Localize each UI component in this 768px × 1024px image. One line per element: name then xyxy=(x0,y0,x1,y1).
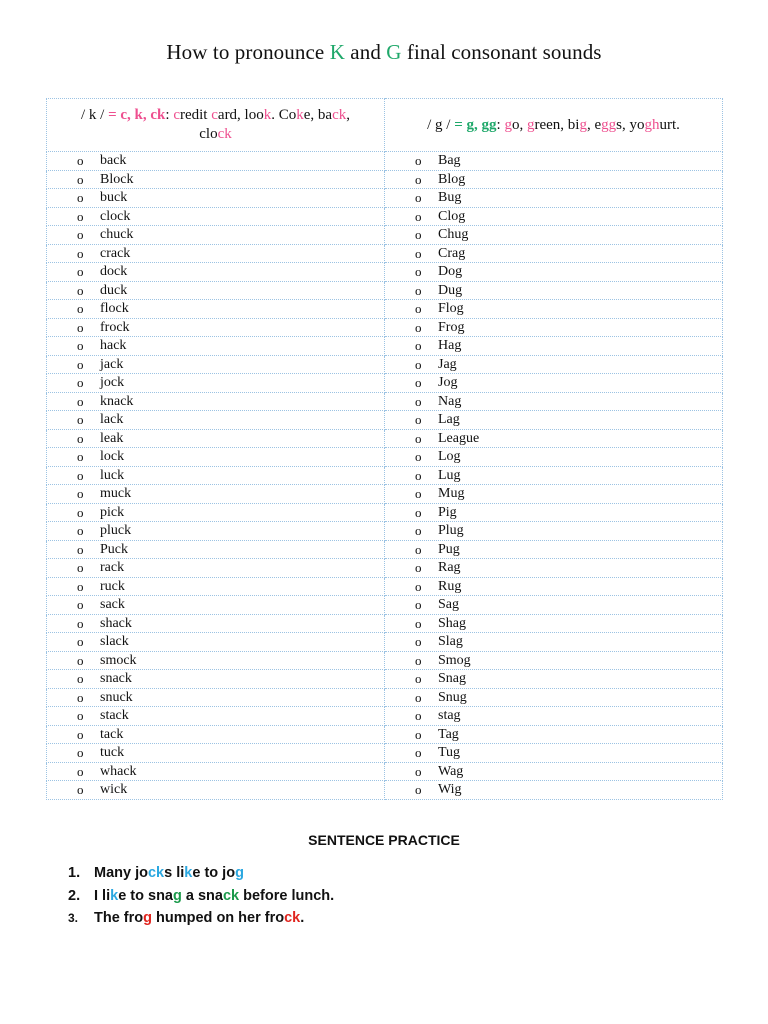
k-word: snuck xyxy=(100,689,133,705)
sentence-item: 2. I like to snag a snack before lunch. xyxy=(68,887,335,904)
bullet-marker: o xyxy=(415,412,422,427)
g-word-cell xyxy=(385,448,723,467)
bullet-marker: o xyxy=(415,689,422,705)
bullet-marker: o xyxy=(415,671,422,686)
k-word-cell xyxy=(47,596,385,615)
bullet-marker: o xyxy=(77,541,84,557)
k-word-cell xyxy=(47,633,385,652)
word-rows xyxy=(47,152,723,800)
bullet-marker: o xyxy=(77,171,84,187)
k-word: smock xyxy=(100,652,137,668)
bullet-marker: o xyxy=(77,504,84,520)
g-word-cell xyxy=(385,318,723,337)
g-word-cell xyxy=(385,670,723,689)
bullet-marker: o xyxy=(415,319,422,335)
g-word-cell xyxy=(385,614,723,633)
bullet-marker: o xyxy=(415,449,422,464)
bullet-marker: o xyxy=(415,171,422,187)
table-row xyxy=(47,374,723,393)
k-word-cell xyxy=(47,374,385,393)
bullet-marker: o xyxy=(415,782,422,797)
bullet-marker: o xyxy=(415,560,422,575)
bullet-marker: o xyxy=(415,504,422,520)
bullet-marker: o xyxy=(415,597,422,612)
bullet-marker: o xyxy=(77,671,84,686)
g-word: Rag xyxy=(438,560,461,575)
table-row xyxy=(47,633,723,652)
bullet-marker: o xyxy=(415,708,422,723)
bullet-marker: o xyxy=(415,208,422,224)
k-word: Puck xyxy=(100,541,128,557)
bullet-marker: o xyxy=(77,190,84,205)
g-word: Bug xyxy=(438,190,462,205)
k-word-cell xyxy=(47,189,385,208)
g-word: Hag xyxy=(438,338,462,353)
k-word-cell xyxy=(47,411,385,430)
sentence-item: 1. Many jocks like to jog xyxy=(68,865,244,881)
sentence-item: 3. The frog humped on her frock. xyxy=(68,910,305,926)
k-word-cell xyxy=(47,522,385,541)
g-word-cell xyxy=(385,392,723,411)
table-row xyxy=(47,540,723,559)
g-word: Wag xyxy=(438,763,464,779)
k-word: chuck xyxy=(100,227,134,242)
bullet-marker: o xyxy=(415,227,422,242)
g-word-cell xyxy=(385,596,723,615)
bullet-marker: o xyxy=(77,356,84,372)
bullet-marker: o xyxy=(77,597,84,612)
g-word: Blog xyxy=(438,171,466,187)
bullet-marker: o xyxy=(415,634,422,649)
k-word: frock xyxy=(100,319,130,335)
bullet-marker: o xyxy=(415,338,422,353)
g-word: Smog xyxy=(438,652,471,668)
bullet-marker: o xyxy=(77,430,84,446)
bullet-marker: o xyxy=(415,615,422,631)
g-word-cell xyxy=(385,263,723,282)
g-word: Tag xyxy=(438,726,459,742)
table-row xyxy=(47,596,723,615)
table-row xyxy=(47,762,723,781)
k-word-cell xyxy=(47,466,385,485)
g-word: Jag xyxy=(438,356,457,372)
table-row xyxy=(47,244,723,263)
k-word: snack xyxy=(100,671,132,686)
g-word-cell xyxy=(385,762,723,781)
bullet-marker: o xyxy=(77,689,84,705)
g-word: Dug xyxy=(438,282,463,298)
bullet-marker: o xyxy=(415,486,422,501)
k-word-cell xyxy=(47,744,385,763)
g-word-cell xyxy=(385,540,723,559)
g-word-cell xyxy=(385,577,723,596)
g-word: Slag xyxy=(438,634,463,649)
k-word: dock xyxy=(100,264,128,279)
k-word: buck xyxy=(100,190,128,205)
table-row xyxy=(47,485,723,504)
bullet-marker: o xyxy=(415,282,422,298)
g-word-cell xyxy=(385,651,723,670)
sentence-practice-heading: SENTENCE PRACTICE xyxy=(308,832,460,848)
k-word: hack xyxy=(100,338,127,353)
bullet-marker: o xyxy=(415,541,422,557)
bullet-marker: o xyxy=(415,153,422,168)
k-word: Block xyxy=(100,171,134,187)
bullet-marker: o xyxy=(415,763,422,779)
bullet-marker: o xyxy=(415,745,422,760)
g-word-cell xyxy=(385,466,723,485)
g-word: Jog xyxy=(438,375,458,390)
k-word-cell xyxy=(47,670,385,689)
g-word: Clog xyxy=(438,208,466,224)
g-column-header: / g / = g, gg: go, green, big, eggs, yoghurt. xyxy=(385,99,723,152)
k-word-cell xyxy=(47,651,385,670)
g-word: Shag xyxy=(438,615,466,631)
k-word: knack xyxy=(100,393,134,409)
g-word-cell xyxy=(385,189,723,208)
g-word: Plug xyxy=(438,523,464,538)
k-word: luck xyxy=(100,467,125,483)
g-word-cell xyxy=(385,244,723,263)
g-word-cell xyxy=(385,300,723,319)
bullet-marker: o xyxy=(415,467,422,483)
bullet-marker: o xyxy=(77,763,84,779)
g-word-cell xyxy=(385,152,723,171)
table-row xyxy=(47,189,723,208)
bullet-marker: o xyxy=(77,578,84,594)
bullet-marker: o xyxy=(77,615,84,631)
bullet-marker: o xyxy=(77,634,84,649)
k-word-cell xyxy=(47,392,385,411)
word-table xyxy=(46,98,723,800)
bullet-marker: o xyxy=(77,726,84,742)
g-word: Log xyxy=(438,449,461,464)
bullet-marker: o xyxy=(415,245,422,261)
k-word: pick xyxy=(100,504,125,520)
bullet-marker: o xyxy=(77,523,84,538)
table-row xyxy=(47,281,723,300)
k-column-header: / k / = c, k, ck: credit card, look. Coke, back, clock xyxy=(47,99,385,152)
k-word: sack xyxy=(100,597,125,612)
g-word: Lug xyxy=(438,467,461,483)
table-row xyxy=(47,226,723,245)
g-word-cell xyxy=(385,744,723,763)
g-word-cell xyxy=(385,633,723,652)
bullet-marker: o xyxy=(77,745,84,760)
table-row xyxy=(47,781,723,800)
g-word: Lag xyxy=(438,412,460,427)
bullet-marker: o xyxy=(77,153,84,168)
k-word: whack xyxy=(100,763,137,779)
k-word: clock xyxy=(100,208,131,224)
k-word-cell xyxy=(47,559,385,578)
bullet-marker: o xyxy=(77,708,84,723)
table-row xyxy=(47,337,723,356)
g-word: Flog xyxy=(438,301,464,316)
bullet-marker: o xyxy=(77,486,84,501)
k-word: lack xyxy=(100,412,124,427)
k-word: jock xyxy=(100,375,125,390)
k-word-cell xyxy=(47,263,385,282)
g-word: Frog xyxy=(438,319,465,335)
table-row xyxy=(47,448,723,467)
k-word-cell xyxy=(47,170,385,189)
table-row xyxy=(47,170,723,189)
k-word-cell xyxy=(47,503,385,522)
bullet-marker: o xyxy=(77,264,84,279)
g-word-cell xyxy=(385,781,723,800)
g-word: Sag xyxy=(438,597,459,612)
bullet-marker: o xyxy=(77,208,84,224)
g-word: Crag xyxy=(438,245,466,261)
g-word-cell xyxy=(385,374,723,393)
table-row xyxy=(47,670,723,689)
k-word-cell xyxy=(47,762,385,781)
g-word-cell xyxy=(385,503,723,522)
table-row xyxy=(47,429,723,448)
table-row xyxy=(47,263,723,282)
g-word-cell xyxy=(385,429,723,448)
table-row xyxy=(47,651,723,670)
page-title: How to pronounce K and G final consonant sounds xyxy=(166,40,602,64)
k-word: pluck xyxy=(100,523,132,538)
table-row xyxy=(47,707,723,726)
bullet-marker: o xyxy=(77,782,84,797)
table-row xyxy=(47,355,723,374)
k-word-cell xyxy=(47,707,385,726)
k-word: duck xyxy=(100,282,128,298)
k-word-cell xyxy=(47,577,385,596)
g-word: Snag xyxy=(438,671,466,686)
k-word: leak xyxy=(100,430,124,446)
k-word-cell xyxy=(47,725,385,744)
bullet-marker: o xyxy=(77,319,84,335)
k-word-cell xyxy=(47,207,385,226)
g-word-cell xyxy=(385,226,723,245)
bullet-marker: o xyxy=(415,726,422,742)
k-word: tack xyxy=(100,726,124,742)
k-word-cell xyxy=(47,485,385,504)
g-word: Dog xyxy=(438,264,463,279)
k-word-cell xyxy=(47,540,385,559)
k-word-cell xyxy=(47,355,385,374)
k-word-cell xyxy=(47,688,385,707)
k-word: back xyxy=(100,153,127,168)
g-word: Tug xyxy=(438,745,461,760)
bullet-marker: o xyxy=(415,578,422,594)
bullet-marker: o xyxy=(415,430,422,446)
bullet-marker: o xyxy=(415,393,422,409)
bullet-marker: o xyxy=(77,338,84,353)
g-word-cell xyxy=(385,485,723,504)
g-word: Snug xyxy=(438,689,467,705)
table-row xyxy=(47,688,723,707)
g-word: Mug xyxy=(438,486,465,501)
table-row xyxy=(47,300,723,319)
table-row xyxy=(47,318,723,337)
table-row xyxy=(47,411,723,430)
g-word: League xyxy=(438,430,480,446)
k-word-cell xyxy=(47,152,385,171)
k-word: wick xyxy=(100,782,128,797)
g-word-cell xyxy=(385,688,723,707)
g-word: Bag xyxy=(438,153,461,168)
bullet-marker: o xyxy=(77,282,84,298)
k-word: slack xyxy=(100,634,129,649)
bullet-marker: o xyxy=(77,652,84,668)
bullet-marker: o xyxy=(77,375,84,390)
table-row xyxy=(47,152,723,171)
bullet-marker: o xyxy=(415,190,422,205)
g-word-cell xyxy=(385,355,723,374)
k-word-cell xyxy=(47,300,385,319)
k-word-cell xyxy=(47,614,385,633)
k-word-cell xyxy=(47,781,385,800)
table-row xyxy=(47,207,723,226)
bullet-marker: o xyxy=(77,412,84,427)
k-word: lock xyxy=(100,449,125,464)
g-word-cell xyxy=(385,725,723,744)
k-word: rack xyxy=(100,560,125,575)
g-word-cell xyxy=(385,170,723,189)
table-row xyxy=(47,614,723,633)
k-word: flock xyxy=(100,301,129,316)
bullet-marker: o xyxy=(77,449,84,464)
bullet-marker: o xyxy=(415,375,422,390)
table-row xyxy=(47,577,723,596)
g-word-cell xyxy=(385,707,723,726)
k-word-cell xyxy=(47,429,385,448)
k-word: ruck xyxy=(100,578,125,594)
bullet-marker: o xyxy=(415,523,422,538)
bullet-marker: o xyxy=(415,301,422,316)
k-word: muck xyxy=(100,486,132,501)
g-word: Pig xyxy=(438,504,457,520)
bullet-marker: o xyxy=(77,227,84,242)
k-word-cell xyxy=(47,337,385,356)
k-word: jack xyxy=(100,356,124,372)
g-word-cell xyxy=(385,522,723,541)
bullet-marker: o xyxy=(77,301,84,316)
table-row xyxy=(47,725,723,744)
k-word: stack xyxy=(100,708,129,723)
k-word-cell xyxy=(47,448,385,467)
table-row xyxy=(47,466,723,485)
table-row xyxy=(47,503,723,522)
g-word-cell xyxy=(385,337,723,356)
bullet-marker: o xyxy=(415,264,422,279)
g-word: Chug xyxy=(438,227,469,242)
k-word-cell xyxy=(47,318,385,337)
bullet-marker: o xyxy=(415,652,422,668)
g-word-cell xyxy=(385,411,723,430)
table-row xyxy=(47,744,723,763)
bullet-marker: o xyxy=(77,560,84,575)
g-word-cell xyxy=(385,207,723,226)
k-word: crack xyxy=(100,245,131,261)
bullet-marker: o xyxy=(77,393,84,409)
k-word: tuck xyxy=(100,745,125,760)
table-row xyxy=(47,522,723,541)
table-row xyxy=(47,392,723,411)
k-word-cell xyxy=(47,244,385,263)
g-word-cell xyxy=(385,559,723,578)
g-word: Wig xyxy=(438,782,462,797)
k-word: shack xyxy=(100,615,132,631)
k-word-cell xyxy=(47,226,385,245)
g-word: Pug xyxy=(438,541,460,557)
g-word: Rug xyxy=(438,578,462,594)
sentence-list xyxy=(68,862,334,930)
k-word-cell xyxy=(47,281,385,300)
bullet-marker: o xyxy=(415,356,422,372)
g-word-cell xyxy=(385,281,723,300)
bullet-marker: o xyxy=(77,245,84,261)
g-word: Nag xyxy=(438,393,462,409)
bullet-marker: o xyxy=(77,467,84,483)
table-row xyxy=(47,559,723,578)
g-word: stag xyxy=(438,708,461,723)
